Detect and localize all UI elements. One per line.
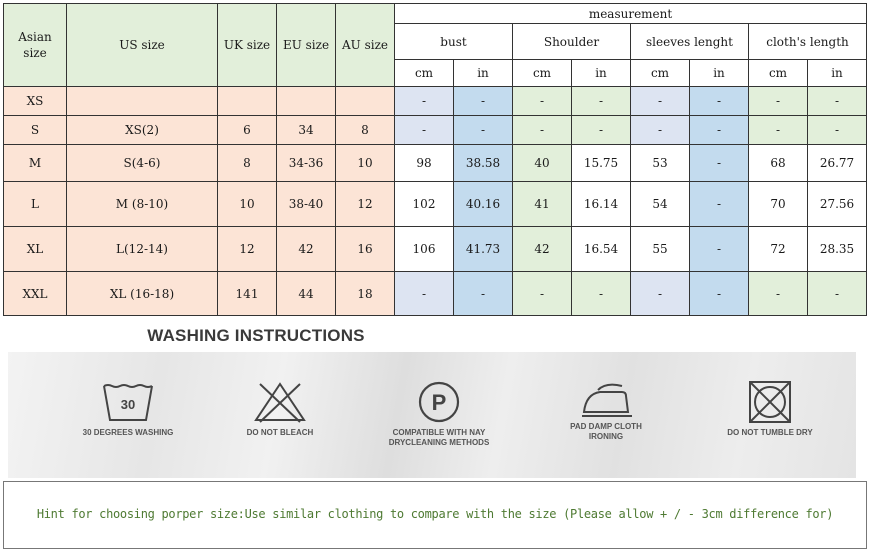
cell-bust-cm: 102 xyxy=(395,182,454,227)
cell-uk-size: 8 xyxy=(218,145,277,182)
cell-au-size: 12 xyxy=(336,182,395,227)
header-sleeves: sleeves lenght xyxy=(631,24,749,60)
hint-box xyxy=(3,481,867,549)
header-cm: cm xyxy=(631,60,690,87)
cell-au-size: 16 xyxy=(336,227,395,272)
washing-title: WASHING INSTRUCTIONS xyxy=(147,326,365,345)
wash-30-icon xyxy=(98,380,158,424)
header-length: cloth's length xyxy=(749,24,867,60)
cell-sleeves-in: - xyxy=(690,87,749,116)
cell-bust-in: - xyxy=(454,87,513,116)
size-row xyxy=(4,227,867,272)
header-in: in xyxy=(572,60,631,87)
cell-bust-cm: 98 xyxy=(395,145,454,182)
cell-shoulder-in: - xyxy=(572,116,631,145)
care-item-iron xyxy=(526,380,686,442)
cell-shoulder-cm: - xyxy=(513,87,572,116)
cell-shoulder-cm: - xyxy=(513,116,572,145)
cell-sleeves-cm: - xyxy=(631,87,690,116)
cell-au-size: 10 xyxy=(336,145,395,182)
cell-shoulder-cm: 41 xyxy=(513,182,572,227)
cell-au-size xyxy=(336,87,395,116)
cell-length-cm: 72 xyxy=(749,227,808,272)
cell-eu-size: 38-40 xyxy=(277,182,336,227)
no-bleach-icon xyxy=(252,380,308,424)
cell-sleeves-in: - xyxy=(690,182,749,227)
cell-eu-size: 42 xyxy=(277,227,336,272)
cell-sleeves-cm: 55 xyxy=(631,227,690,272)
wash-temperature: 30 xyxy=(120,397,136,412)
cell-shoulder-in: - xyxy=(572,87,631,116)
cell-bust-in: - xyxy=(454,272,513,316)
cell-sleeves-cm: 53 xyxy=(631,145,690,182)
cell-eu-size xyxy=(277,87,336,116)
cell-au-size: 8 xyxy=(336,116,395,145)
care-label: DO NOT BLEACH xyxy=(246,428,314,437)
header-eu-size: EU size xyxy=(277,4,336,87)
header-asian-size: Asian size xyxy=(4,4,67,87)
cell-sleeves-cm: - xyxy=(631,116,690,145)
care-item-dryclean xyxy=(359,380,519,448)
cell-bust-in: 38.58 xyxy=(454,145,513,182)
cell-length-in: 27.56 xyxy=(808,182,867,227)
cell-bust-cm: - xyxy=(395,116,454,145)
care-item-wash xyxy=(48,380,208,438)
size-row xyxy=(4,116,867,145)
care-item-tumble xyxy=(690,380,850,438)
cell-asian-size: XL xyxy=(4,227,67,272)
cell-shoulder-cm: 42 xyxy=(513,227,572,272)
size-row xyxy=(4,272,867,316)
header-us-size: US size xyxy=(67,4,218,87)
cell-bust-in: 40.16 xyxy=(454,182,513,227)
care-label: PAD DAMP CLOTH IRONING xyxy=(570,422,642,441)
cell-length-in: - xyxy=(808,116,867,145)
washing-instructions xyxy=(0,316,872,481)
cell-shoulder-in: 15.75 xyxy=(572,145,631,182)
header-au-size: AU size xyxy=(336,4,395,87)
dry-clean-symbol: P xyxy=(431,390,447,415)
cell-length-cm: 68 xyxy=(749,145,808,182)
header-cm: cm xyxy=(395,60,454,87)
cell-us-size: XL (16-18) xyxy=(67,272,218,316)
cell-asian-size: XXL xyxy=(4,272,67,316)
cell-bust-in: 41.73 xyxy=(454,227,513,272)
header-shoulder: Shoulder xyxy=(513,24,631,60)
cell-length-cm: - xyxy=(749,87,808,116)
cell-sleeves-in: - xyxy=(690,227,749,272)
cell-length-in: - xyxy=(808,87,867,116)
header-cm: cm xyxy=(749,60,808,87)
cell-uk-size: 141 xyxy=(218,272,277,316)
cell-length-in: - xyxy=(808,272,867,316)
cell-sleeves-cm: - xyxy=(631,272,690,316)
header-in: in xyxy=(808,60,867,87)
iron-icon xyxy=(576,380,636,418)
cell-sleeves-in: - xyxy=(690,116,749,145)
cell-bust-in: - xyxy=(454,116,513,145)
care-item-bleach xyxy=(200,380,360,438)
cell-bust-cm: - xyxy=(395,272,454,316)
header-cm: cm xyxy=(513,60,572,87)
size-chart-table xyxy=(3,3,867,316)
care-label: COMPATIBLE WITH NAY DRYCLEANING METHODS xyxy=(388,428,490,447)
header-bust: bust xyxy=(395,24,513,60)
cell-asian-size: M xyxy=(4,145,67,182)
cell-asian-size: XS xyxy=(4,87,67,116)
size-row xyxy=(4,87,867,116)
cell-sleeves-in: - xyxy=(690,145,749,182)
cell-eu-size: 34-36 xyxy=(277,145,336,182)
header-in: in xyxy=(690,60,749,87)
care-label: DO NOT TUMBLE DRY xyxy=(727,428,813,437)
cell-shoulder-cm: - xyxy=(513,272,572,316)
care-label: 30 DEGREES WASHING xyxy=(82,428,174,437)
cell-shoulder-in: - xyxy=(572,272,631,316)
washing-icons-panel xyxy=(8,352,856,478)
cell-us-size: S(4-6) xyxy=(67,145,218,182)
no-tumble-dry-icon xyxy=(745,380,795,424)
cell-shoulder-in: 16.14 xyxy=(572,182,631,227)
size-hint-text: Hint for choosing porper size:Use similar clothing to compare with the size (Please allow + / - 3cm difference for) xyxy=(36,507,834,521)
cell-shoulder-cm: 40 xyxy=(513,145,572,182)
cell-bust-cm: 106 xyxy=(395,227,454,272)
cell-asian-size: S xyxy=(4,116,67,145)
cell-asian-size: L xyxy=(4,182,67,227)
header-uk-size: UK size xyxy=(218,4,277,87)
cell-us-size xyxy=(67,87,218,116)
cell-us-size: M (8-10) xyxy=(67,182,218,227)
cell-us-size: L(12-14) xyxy=(67,227,218,272)
size-row xyxy=(4,145,867,182)
cell-eu-size: 34 xyxy=(277,116,336,145)
cell-bust-cm: - xyxy=(395,87,454,116)
cell-sleeves-in: - xyxy=(690,272,749,316)
cell-us-size: XS(2) xyxy=(67,116,218,145)
cell-length-cm: - xyxy=(749,272,808,316)
cell-uk-size: 6 xyxy=(218,116,277,145)
cell-uk-size xyxy=(218,87,277,116)
cell-length-in: 26.77 xyxy=(808,145,867,182)
dry-clean-icon xyxy=(414,380,464,424)
header-in: in xyxy=(454,60,513,87)
header-measurement: measurement xyxy=(395,4,867,24)
cell-length-in: 28.35 xyxy=(808,227,867,272)
cell-shoulder-in: 16.54 xyxy=(572,227,631,272)
size-row xyxy=(4,182,867,227)
cell-uk-size: 12 xyxy=(218,227,277,272)
cell-au-size: 18 xyxy=(336,272,395,316)
cell-uk-size: 10 xyxy=(218,182,277,227)
cell-eu-size: 44 xyxy=(277,272,336,316)
cell-sleeves-cm: 54 xyxy=(631,182,690,227)
cell-length-cm: - xyxy=(749,116,808,145)
cell-length-cm: 70 xyxy=(749,182,808,227)
